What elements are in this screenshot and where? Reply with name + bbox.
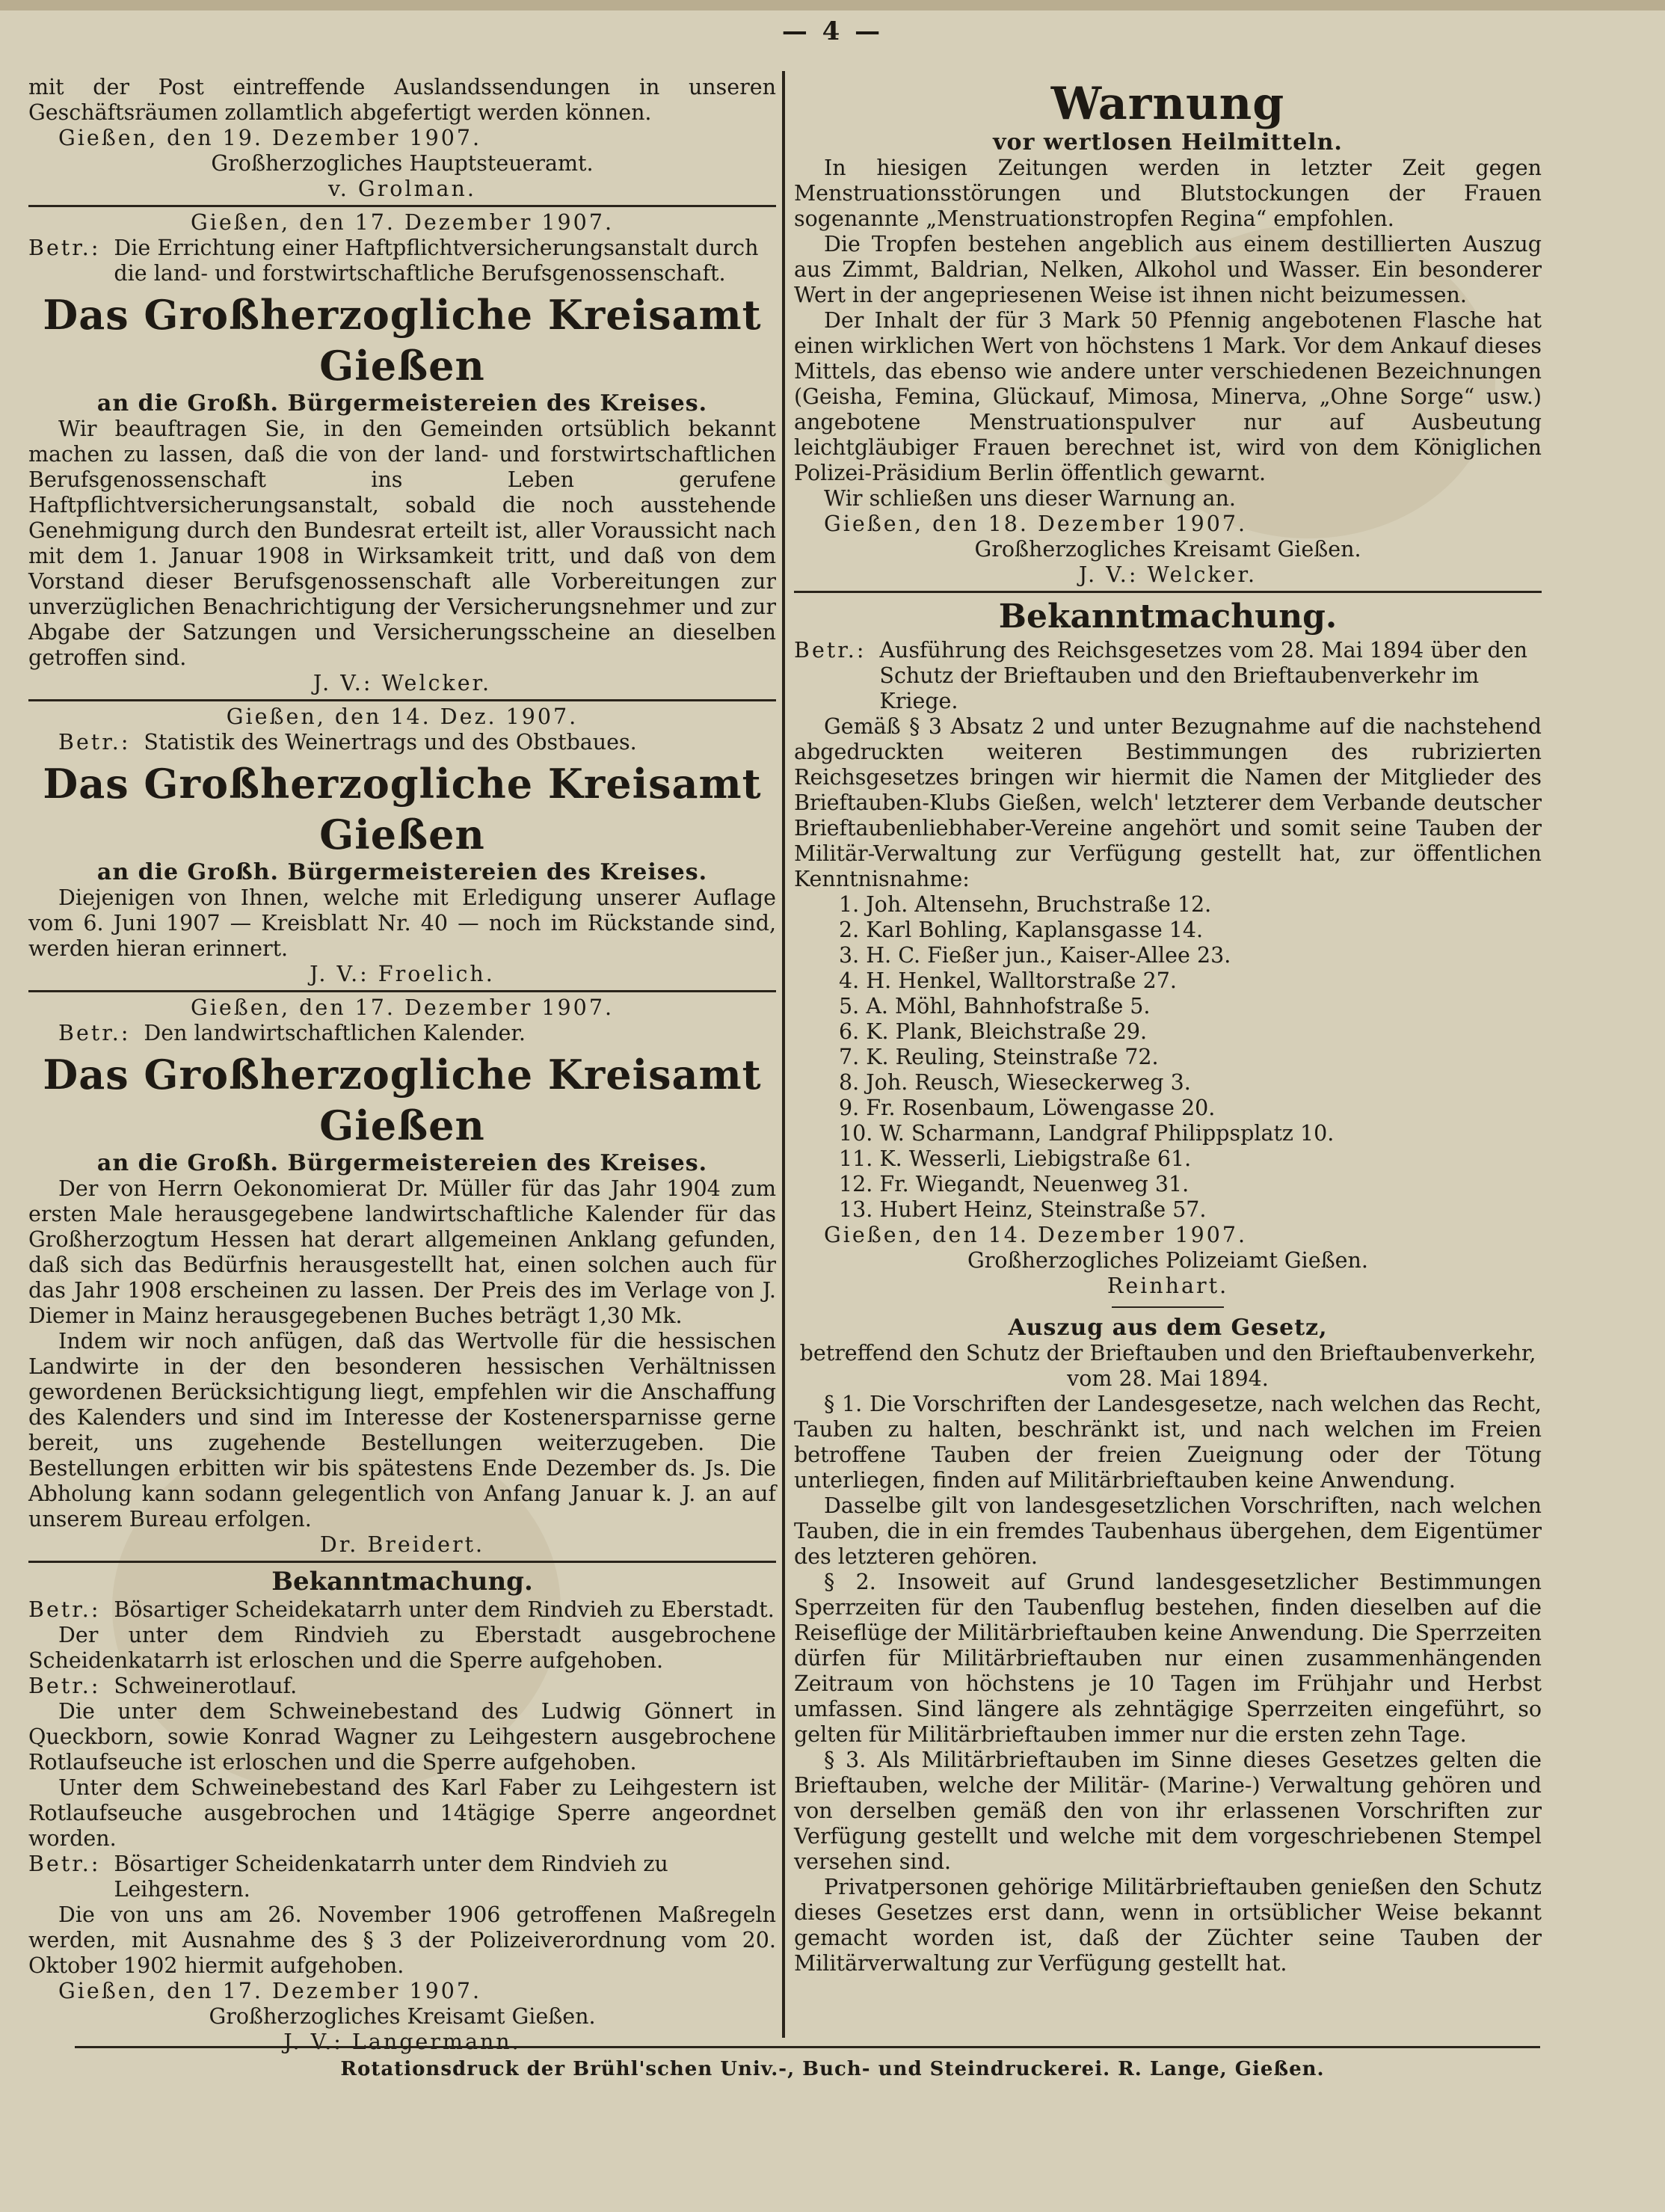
customs-text: mit der Post eintreffende Auslandssendungen in unseren Geschäftsräumen zollamtlich abgefertigt werden können. [28, 75, 776, 125]
betr-line [28, 1597, 776, 1623]
law-subtitle: betreffend den Schutz der Brieftauben und den Brieftaubenverkehr, vom 28. Mai 1894. [799, 1341, 1536, 1391]
betr-label: Betr.: [794, 638, 867, 663]
notice-signature: Reinhart. [1107, 1274, 1229, 1298]
disease-paragraph: Die unter dem Schweinebestand des Ludwig Gönnert in Queckborn, sowie Konrad Wagner zu Leihgestern ausgebrochene Rotlaufseuche ist erloschen und die Sperre aufgehoben. [28, 1699, 776, 1775]
notice-warning [794, 78, 1542, 588]
betr-text: Bösartiger Scheidenkatarrh unter dem Rindvieh zu Leihgestern. [114, 1852, 668, 1902]
list-item: 8. Joh. Reusch, Wieseckerweg 3. [839, 1070, 1191, 1095]
separator [28, 699, 776, 701]
list-item: 9. Fr. Rosenbaum, Löwengasse 20. [839, 1096, 1216, 1120]
betr-text: Die Errichtung einer Haftpflichtversicherungsanstalt durch die land- und forstwirtschaftliche Berufsgenossenschaft. [114, 236, 759, 286]
law-heading: Auszug aus dem Gesetz, [1008, 1315, 1328, 1341]
law-paragraph: Dasselbe gilt von landesgesetzlichen Vorschriften, nach welchen Tauben, die in ein fremdes Taubenhaus übergehen, dem Eigentümer des letzteren gehören. [794, 1493, 1542, 1569]
warning-paragraph: Der Inhalt der für 3 Mark 50 Pfennig angebotenen Flasche hat einen wirklichen Wert von höchstens 1 Mark. Vor dem Ankauf dieses Mittels, das ebenso wie andere unter verschiedenen Bezeichnungen (Geisha, Femina, Glückauf, Mimosa, Minerva, „Ohne Sorge“ usw.) angebotene Menstruationspulver nur auf Ausbeutung leichtgläubiger Frauen berechnet ist, wird von dem Königlichen Polizei-Präsidium Berlin öffentlich gewarnt. [794, 308, 1542, 485]
law-paragraph: § 1. Die Vorschriften der Landesgesetze, nach welchen das Recht, Tauben zu halten, beschränkt ist, und nach welchen im Freien betroffene Tauben der freien Zueignung oder der Tötung unterliegen, finden auf Militärbrieftauben keine Anwendung. [794, 1392, 1542, 1493]
column-divider [782, 71, 785, 2038]
betr-label: Betr.: [28, 236, 101, 260]
short-separator [1112, 1306, 1224, 1308]
notice-date: Gießen, den 14. Dez. 1907. [226, 704, 579, 729]
notice-office: Großherzogliches Kreisamt Gießen. [209, 2004, 596, 2029]
top-edge [0, 0, 1665, 10]
customs-date: Gießen, den 19. Dezember 1907. [58, 126, 482, 150]
customs-office: Großherzogliches Hauptsteueramt. [211, 151, 594, 176]
law-paragraph: § 2. Insoweit auf Grund landesgesetzlicher Bestimmungen Sperrzeiten für den Taubenflug bestehen, finden dieselben auf die Reiseflüge der Militärbrieftauben keine Anwendung. Die Sperrzeiten dürfen für Militärbrieftauben nur einen zusammenhängenden Zeitraum von höchstens je 10 Tagen im Frühjahr und Herbst umfassen. Sind längere als zehntägige Sperrzeiten eingeführt, so gelten für Militärbrieftauben immer nur die ersten zehn Tage. [794, 1570, 1542, 1747]
subheadline: an die Großh. Bürgermeistereien des Kreises. [96, 1150, 708, 1176]
list-item: 3. H. C. Fießer jun., Kaiser-Allee 23. [839, 943, 1231, 968]
notice-agricultural-calendar [28, 995, 776, 1558]
notice-signature: J. V.: Welcker. [1078, 562, 1258, 587]
list-item: 7. K. Reuling, Steinstraße 72. [839, 1045, 1159, 1069]
law-paragraph: § 3. Als Militärbrieftauben im Sinne dieses Gesetzes gelten die Brieftauben, welche der Militär- (Marine-) Verwaltung gehören und von derselben gemäß den von ihr erlassenen Vorschriften zur Verfügung gestellt und welche mit dem vorgeschriebenen Stempel versehen sind. [794, 1748, 1542, 1874]
separator [28, 205, 776, 207]
customs-signature: v. Grolman. [328, 176, 476, 201]
notice-signature: J. V.: Welcker. [313, 671, 492, 695]
notice-body-2: Indem wir noch anfügen, daß das Wertvolle für die hessischen Landwirte in der den besonderen hessischen Verhältnissen gewordenen Berücksichtigung liegt, empfehlen wir die Anschaffung des Kalenders und sind im Interesse der Kostenersparnisse gerne bereit, uns zugehende Bestellungen weiterzugeben. Die Bestellungen erbitten wir bis spätestens Ende Dezember ds. Js. Die Abholung kann sodann gelegentlich von Anfang Januar k. J. an auf unserem Bureau erfolgen. [28, 1329, 776, 1531]
subheadline: an die Großh. Bürgermeistereien des Kreises. [96, 390, 708, 417]
betr-label: Betr.: [58, 1021, 131, 1045]
headline: Das Großherzogliche Kreisamt Gießen [43, 291, 762, 390]
list-item: 1. Joh. Altensehn, Bruchstraße 12. [839, 892, 1212, 917]
law-paragraph: Privatpersonen gehörige Militärbrieftauben genießen den Schutz dieses Gesetzes erst dann, wenn in ortsüblicher Weise bekannt gemacht worden ist, daß der Züchter seine Tauben der Militärverwaltung zur Verfügung gestellt hat. [794, 1875, 1542, 1976]
betr-line [28, 1852, 776, 1902]
betr-label: Betr.: [28, 1674, 101, 1698]
list-item: 2. Karl Bohling, Kaplansgasse 14. [839, 918, 1204, 942]
bottom-rule [75, 2046, 1540, 2048]
list-item: 6. K. Plank, Bleichstraße 29. [839, 1019, 1148, 1044]
notice-signature: J. V.: Langermann. [283, 2030, 521, 2054]
section-heading: Bekanntmachung. [998, 597, 1338, 636]
betr-line [58, 1021, 776, 1046]
betr-label: Betr.: [58, 730, 131, 755]
law-excerpt [794, 1315, 1542, 1976]
separator [28, 1561, 776, 1563]
warning-paragraph: Wir schließen uns dieser Warnung an. [824, 486, 1236, 511]
warning-paragraph: In hiesigen Zeitungen werden in letzter Zeit gegen Menstruationsstörungen und Blutstockungen der Frauen sogenannte „Menstruationstropfen Regina“ empfohlen. [794, 156, 1542, 231]
notice-animal-disease [28, 1566, 776, 2055]
notice-wine-statistics [28, 704, 776, 987]
separator [794, 591, 1542, 593]
separator [28, 990, 776, 992]
betr-text: Den landwirtschaftlichen Kalender. [144, 1021, 526, 1045]
section-heading: Bekanntmachung. [271, 1567, 533, 1597]
betr-label: Betr.: [28, 1852, 101, 1876]
betr-label: Betr.: [28, 1597, 101, 1622]
betr-line [794, 638, 1542, 714]
disease-paragraph: Die von uns am 26. November 1906 getroffenen Maßregeln werden, mit Ausnahme des § 3 der Polizeiverordnung vom 20. Oktober 1902 hiermit aufgehoben. [28, 1902, 776, 1978]
notice-date: Gießen, den 17. Dezember 1907. [190, 210, 615, 235]
notice-signature: Dr. Breidert. [319, 1532, 485, 1557]
subheadline: an die Großh. Bürgermeistereien des Kreises. [96, 859, 708, 885]
disease-paragraph: Der unter dem Rindvieh zu Eberstadt ausgebrochene Scheidenkatarrh ist erloschen und die Sperre aufgehoben. [28, 1623, 776, 1673]
page-number: — 4 — [781, 16, 884, 46]
betr-text: Schweinerotlauf. [114, 1674, 298, 1698]
notice-signature: J. V.: Froelich. [310, 962, 495, 986]
betr-line [58, 730, 776, 755]
left-column [28, 75, 776, 2055]
betr-line [28, 1674, 776, 1699]
printer-imprint: Rotationsdruck der Brühl'schen Univ.-, Buch- und Steindruckerei. R. Lange, Gießen. [340, 2058, 1325, 2080]
notice-body: Diejenigen von Ihnen, welche mit Erledigung unserer Auflage vom 6. Juni 1907 — Kreisblatt Nr. 40 — noch im Rückstande sind, werden hieran erinnert. [28, 885, 776, 961]
warning-subheading: vor wertlosen Heilmitteln. [993, 129, 1343, 156]
betr-text: Statistik des Weinertrags und des Obstbaues. [144, 730, 637, 755]
notice-body: Der von Herrn Oekonomierat Dr. Müller für das Jahr 1904 zum ersten Male herausgegebene landwirtschaftliche Kalender für das Großherzogtum Hessen hat derart allgemeinen Anklang gefunden, daß sich das Bedürfnis herausgestellt hat, einen solchen auch für das Jahr 1908 erscheinen zu lassen. Der Preis des im Verlage von J. Diemer in Mainz herausgegebenen Buches beträgt 1,30 Mk. [28, 1176, 776, 1328]
list-item: 4. H. Henkel, Walltorstraße 27. [839, 968, 1177, 993]
notice-date: Gießen, den 18. Dezember 1907. [824, 511, 1248, 536]
disease-paragraph: Unter dem Schweinebestand des Karl Faber zu Leihgestern ist Rotlaufseuche ausgebrochen und 14tägige Sperre angeordnet worden. [28, 1775, 776, 1851]
notice-carrier-pigeons [794, 596, 1542, 1299]
list-item: 13. Hubert Heinz, Steinstraße 57. [839, 1197, 1207, 1222]
betr-text: Ausführung des Reichsgesetzes vom 28. Mai 1894 über den Schutz der Brieftauben und den Brieftaubenverkehr im Kriege. [879, 638, 1527, 713]
notice-body: Wir beauftragen Sie, in den Gemeinden ortsüblich bekannt machen zu lassen, daß die von der land- und forstwirtschaftlichen Berufsgenossenschaft ins Leben gerufene Haftpflichtversicherungsanstalt, sobald die noch ausstehende Genehmigung durch den Bundesrat erteilt ist, aller Voraussicht nach mit dem 1. Januar 1908 in Wirksamkeit tritt, und daß von dem Vorstand dieser Berufsgenossenschaft alle Vorbereitungen zur unverzüglichen Benachrichtigung der Versicherungsnehmer und zur Abgabe der Satzungen und Versicherungsscheine an dieselben getroffen sind. [28, 417, 776, 670]
list-item: 5. A. Möhl, Bahnhofstraße 5. [839, 994, 1151, 1019]
list-item: 10. W. Scharmann, Landgraf Philippsplatz 10. [839, 1121, 1335, 1146]
notice-date: Gießen, den 17. Dezember 1907. [58, 1979, 482, 2003]
notice-customs [28, 75, 776, 202]
list-item: 12. Fr. Wiegandt, Neuenweg 31. [839, 1172, 1189, 1196]
betr-text: Bösartiger Scheidekatarrh unter dem Rindvieh zu Eberstadt. [114, 1597, 775, 1622]
notice-body: Gemäß § 3 Absatz 2 und unter Bezugnahme auf die nachstehend abgedruckten weiteren Bestimmungen des rubrizierten Reichsgesetzes bringen wir hiermit die Namen der Mitglieder des Brieftauben-Klubs Gießen, welch' letzterer dem Verbande deutscher Brieftaubenliebhaber-Vereine angehört und somit seine Tauben der Militär-Verwaltung zur Verfügung gestellt hat, zur öffentlichen Kenntnisnahme: [794, 714, 1542, 891]
betr-line [28, 236, 776, 286]
member-list [839, 892, 1542, 1223]
headline: Das Großherzogliche Kreisamt Gießen [43, 760, 762, 858]
notice-office: Großherzogliches Kreisamt Gießen. [974, 537, 1361, 562]
list-item: 11. K. Wesserli, Liebigstraße 61. [839, 1146, 1192, 1171]
notice-office: Großherzogliches Polizeiamt Gießen. [967, 1248, 1368, 1273]
warning-paragraph: Die Tropfen bestehen angeblich aus einem destillierten Auszug aus Zimmt, Baldrian, Nelken, Alkohol und Wasser. Ein besonderer Wert in der angepriesenen Weise ist ihnen nicht beizumessen. [794, 232, 1542, 307]
notice-date: Gießen, den 17. Dezember 1907. [190, 995, 615, 1020]
warning-heading: Warnung [1050, 78, 1285, 130]
notice-liability-insurance [28, 210, 776, 696]
headline: Das Großherzogliche Kreisamt Gießen [43, 1051, 762, 1149]
notice-date: Gießen, den 14. Dezember 1907. [824, 1223, 1248, 1247]
right-column [794, 75, 1542, 1976]
